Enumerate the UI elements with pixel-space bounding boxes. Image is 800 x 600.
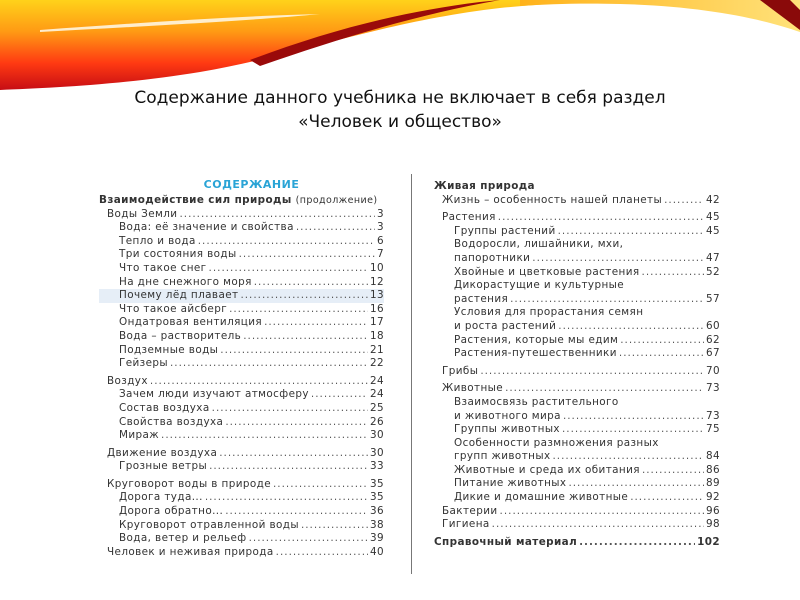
toc-entry-page: 3 xyxy=(376,207,384,220)
toc-entry xyxy=(99,235,384,249)
toc-entry xyxy=(99,491,384,505)
toc-section-label: Живая природа xyxy=(434,180,535,192)
toc-entry xyxy=(99,416,384,430)
toc-entry-label: Дорога обратно... xyxy=(119,505,224,518)
leader-dots xyxy=(558,320,704,334)
toc-entry xyxy=(99,532,384,546)
toc-entry-page: 47 xyxy=(705,251,720,264)
toc-entry-page: 22 xyxy=(369,357,384,370)
toc-entry-label: Водоросли, лишайники, мхи, xyxy=(454,238,624,251)
toc-entry-label: Особенности размножения разных xyxy=(454,436,659,449)
toc-entry-page: 7 xyxy=(376,248,384,261)
toc-section-note: (продолжение) xyxy=(295,195,378,206)
toc-entry-label: Дикие и домашние животные xyxy=(454,491,629,504)
toc-entry-page: 24 xyxy=(369,388,384,401)
leader-dots xyxy=(642,266,704,280)
toc-entry-label: Три состояния воды xyxy=(119,248,237,261)
toc-entry-label: Группы растений xyxy=(454,224,556,237)
toc-entry xyxy=(434,410,720,424)
toc-entry-page: 89 xyxy=(705,477,720,490)
toc-entry-label: Человек и неживая природа xyxy=(107,545,274,558)
toc-entry-label: Хвойные и цветковые растения xyxy=(454,265,640,278)
leader-dots xyxy=(264,316,368,330)
toc-entry xyxy=(99,316,384,330)
toc-entry xyxy=(434,423,720,437)
leader-dots xyxy=(212,402,368,416)
toc-entry-label: Растения xyxy=(442,211,496,224)
toc-entry xyxy=(434,194,720,208)
toc-entry-page: 13 xyxy=(369,289,384,302)
toc-entry-page: 10 xyxy=(369,261,384,274)
toc-entry-page: 12 xyxy=(369,275,384,288)
leader-dots xyxy=(664,194,704,208)
toc-entry xyxy=(99,330,384,344)
toc-entry xyxy=(99,429,384,443)
toc-entry-page: 26 xyxy=(369,415,384,428)
toc-entry-label: Животные xyxy=(442,382,504,395)
toc-entry xyxy=(99,289,384,303)
toc-entry-page: 35 xyxy=(369,477,384,490)
toc-entry-label: Что такое снег xyxy=(119,261,207,274)
toc-entry xyxy=(99,344,384,358)
toc-entry-label: Зачем люди изучают атмосферу xyxy=(119,388,309,401)
leader-dots xyxy=(198,235,375,249)
toc-entry-page: 86 xyxy=(705,463,720,476)
toc-entry-page: 98 xyxy=(705,518,720,531)
toc-entry-label: Питание животных xyxy=(454,477,567,490)
toc-entry-label: групп животных xyxy=(454,450,551,463)
toc-entry xyxy=(99,388,384,402)
toc-entry-label: Воды Земли xyxy=(107,207,178,220)
toc-entry xyxy=(434,464,720,478)
toc-entry-label: Растения-путешественники xyxy=(454,347,617,360)
leader-dots xyxy=(505,382,704,396)
toc-entry xyxy=(99,460,384,474)
leader-dots xyxy=(225,505,368,519)
toc-entry-page: 70 xyxy=(705,364,720,377)
leader-dots xyxy=(480,365,704,379)
leader-dots xyxy=(276,546,368,560)
toc-left-column xyxy=(99,176,384,559)
toc-entry-page: 60 xyxy=(705,319,720,332)
toc-entry-label: Вода – растворитель xyxy=(119,329,242,342)
toc-entry xyxy=(99,248,384,262)
toc-entry-label: растения xyxy=(454,292,509,305)
toc-entry-label: Тепло и вода xyxy=(119,234,196,247)
toc-entry-label: Что такое айсберг xyxy=(119,302,228,315)
toc-entry-page: 57 xyxy=(705,292,720,305)
toc-entry-label: Условия для прорастания семян xyxy=(454,306,644,319)
toc-section-heading xyxy=(99,194,384,208)
leader-dots xyxy=(579,536,695,550)
toc-entry xyxy=(99,519,384,533)
toc-entry-page: 73 xyxy=(705,409,720,422)
toc-entry-page: 75 xyxy=(705,423,720,436)
toc-entry-label: Почему лёд плавает xyxy=(119,289,239,302)
leader-dots xyxy=(630,491,704,505)
toc-entry-page: 33 xyxy=(369,460,384,473)
toc-entry-page: 73 xyxy=(705,382,720,395)
toc-entry xyxy=(434,252,720,266)
toc-entry-label: Состав воздуха xyxy=(119,401,210,414)
leader-dots xyxy=(562,423,704,437)
leader-dots xyxy=(500,505,704,519)
toc-entry-page: 102 xyxy=(697,535,720,548)
toc-entry-page: 45 xyxy=(705,224,720,237)
toc-entry xyxy=(434,396,720,410)
toc-entry xyxy=(434,518,720,532)
toc-entry xyxy=(99,375,384,389)
leader-dots xyxy=(558,225,704,239)
toc-entry-label: Движение воздуха xyxy=(107,446,218,459)
toc-entry xyxy=(99,478,384,492)
toc-entry-label: Жизнь – особенность нашей планеты xyxy=(442,193,663,206)
toc-entry-label: Гейзеры xyxy=(119,357,168,370)
leader-dots xyxy=(642,464,704,478)
leader-dots xyxy=(311,388,368,402)
toc-entry xyxy=(99,505,384,519)
leader-dots xyxy=(568,477,704,491)
toc-entry-label: На дне снежного моря xyxy=(119,275,252,288)
leader-dots xyxy=(150,375,368,389)
toc-entry-label: Бактерии xyxy=(442,504,498,517)
toc-right-column xyxy=(434,176,720,549)
toc-entry xyxy=(434,334,720,348)
toc-entry-page: 21 xyxy=(369,343,384,356)
toc-entry-label: Круговорот воды в природе xyxy=(107,477,271,490)
leader-dots xyxy=(240,289,368,303)
leader-dots xyxy=(249,532,368,546)
table-of-contents-image xyxy=(95,176,735,566)
toc-entry-page: 6 xyxy=(376,234,384,247)
leader-dots xyxy=(209,460,368,474)
toc-entry-page: 42 xyxy=(705,193,720,206)
toc-entry xyxy=(434,293,720,307)
toc-entry-label: Ондатровая вентиляция xyxy=(119,316,263,329)
toc-entry-label: Дикорастущие и культурные xyxy=(454,279,625,292)
toc-entry xyxy=(434,365,720,379)
toc-entry-label: Круговорот отравленной воды xyxy=(119,518,299,531)
toc-entry-label: Грибы xyxy=(442,364,479,377)
toc-entry-page: 67 xyxy=(705,347,720,360)
slide-title-line-1: Содержание данного учебника не включает в себя раздел xyxy=(134,88,666,108)
toc-entry xyxy=(434,211,720,225)
toc-entry xyxy=(99,402,384,416)
leader-dots xyxy=(243,330,368,344)
toc-entry-page: 3 xyxy=(376,221,384,234)
leader-dots xyxy=(220,344,368,358)
toc-entry xyxy=(434,347,720,361)
leader-dots xyxy=(492,518,704,532)
toc-entry-page: 45 xyxy=(705,211,720,224)
leader-dots xyxy=(296,221,375,235)
toc-entry-label: Вода: её значение и свойства xyxy=(119,221,294,234)
leader-dots xyxy=(225,416,368,430)
leader-dots xyxy=(273,478,368,492)
toc-entry-label: Справочный материал xyxy=(434,535,578,548)
toc-entry-page: 36 xyxy=(369,505,384,518)
toc-heading: СОДЕРЖАНИЕ xyxy=(203,178,300,191)
toc-entry-page: 96 xyxy=(705,504,720,517)
toc-entry xyxy=(99,447,384,461)
toc-entry xyxy=(434,266,720,280)
leader-dots xyxy=(170,357,368,371)
toc-entry-page: 18 xyxy=(369,329,384,342)
leader-dots xyxy=(301,519,368,533)
toc-entry xyxy=(434,437,720,451)
toc-entry-page: 62 xyxy=(705,333,720,346)
leader-dots xyxy=(498,211,704,225)
toc-entry xyxy=(434,279,720,293)
leader-dots xyxy=(510,293,704,307)
column-divider xyxy=(411,174,412,574)
toc-entry xyxy=(434,491,720,505)
toc-entry xyxy=(99,262,384,276)
leader-dots xyxy=(620,334,704,348)
leader-dots xyxy=(563,410,704,424)
toc-entry-page: 40 xyxy=(369,545,384,558)
toc-entry xyxy=(434,238,720,252)
toc-entry-page: 16 xyxy=(369,302,384,315)
toc-entry xyxy=(99,208,384,222)
toc-entry xyxy=(434,477,720,491)
toc-entry-label: Грозные ветры xyxy=(119,460,208,473)
toc-entry xyxy=(99,357,384,371)
toc-section-label: Взаимодействие сил природы xyxy=(99,194,292,206)
toc-entry-page: 38 xyxy=(369,518,384,531)
decorative-wave-banner xyxy=(0,0,800,95)
toc-entry-page: 52 xyxy=(705,265,720,278)
toc-entry-page: 35 xyxy=(369,491,384,504)
toc-entry xyxy=(434,505,720,519)
toc-entry-page: 92 xyxy=(705,491,720,504)
leader-dots xyxy=(254,276,368,290)
toc-entry-label: Воздух xyxy=(107,374,148,387)
leader-dots xyxy=(219,447,368,461)
leader-dots xyxy=(209,262,368,276)
toc-entry-label: и роста растений xyxy=(454,319,557,332)
toc-entry-label: Растения, которые мы едим xyxy=(454,333,619,346)
toc-entry-label: папоротники xyxy=(454,251,531,264)
leader-dots xyxy=(239,248,375,262)
toc-section-heading xyxy=(434,180,720,194)
toc-entry-page: 39 xyxy=(369,532,384,545)
toc-entry-label: Вода, ветер и рельеф xyxy=(119,532,247,545)
toc-entry xyxy=(99,303,384,317)
toc-entry xyxy=(434,225,720,239)
toc-reference-entry xyxy=(434,536,720,550)
toc-entry-page: 30 xyxy=(369,429,384,442)
toc-entry xyxy=(434,306,720,320)
toc-entry-label: Гигиена xyxy=(442,518,490,531)
toc-entry-label: и животного мира xyxy=(454,409,561,422)
toc-entry-label: Взаимосвязь растительного xyxy=(454,395,619,408)
leader-dots xyxy=(179,208,375,222)
leader-dots xyxy=(553,450,704,464)
leader-dots xyxy=(229,303,368,317)
toc-entry-page: 84 xyxy=(705,450,720,463)
slide-title xyxy=(100,86,700,134)
toc-entry-page: 25 xyxy=(369,401,384,414)
toc-entry-label: Подземные воды xyxy=(119,343,219,356)
toc-entry-label: Мираж xyxy=(119,429,160,442)
toc-entry-label: Дорога туда... xyxy=(119,491,203,504)
toc-entry xyxy=(99,546,384,560)
toc-entry-label: Животные и среда их обитания xyxy=(454,463,640,476)
toc-entry-label: Группы животных xyxy=(454,423,560,436)
slide-title-line-2: «Человек и общество» xyxy=(298,112,502,132)
toc-entry xyxy=(99,221,384,235)
toc-entry xyxy=(434,382,720,396)
toc-entry-page: 17 xyxy=(369,316,384,329)
toc-entry xyxy=(434,450,720,464)
toc-entry-label: Свойства воздуха xyxy=(119,415,224,428)
toc-entry-page: 30 xyxy=(369,446,384,459)
toc-entry xyxy=(434,320,720,334)
leader-dots xyxy=(161,429,368,443)
toc-entry xyxy=(99,276,384,290)
leader-dots xyxy=(619,347,704,361)
toc-entry-page: 24 xyxy=(369,374,384,387)
leader-dots xyxy=(532,252,704,266)
leader-dots xyxy=(205,491,368,505)
